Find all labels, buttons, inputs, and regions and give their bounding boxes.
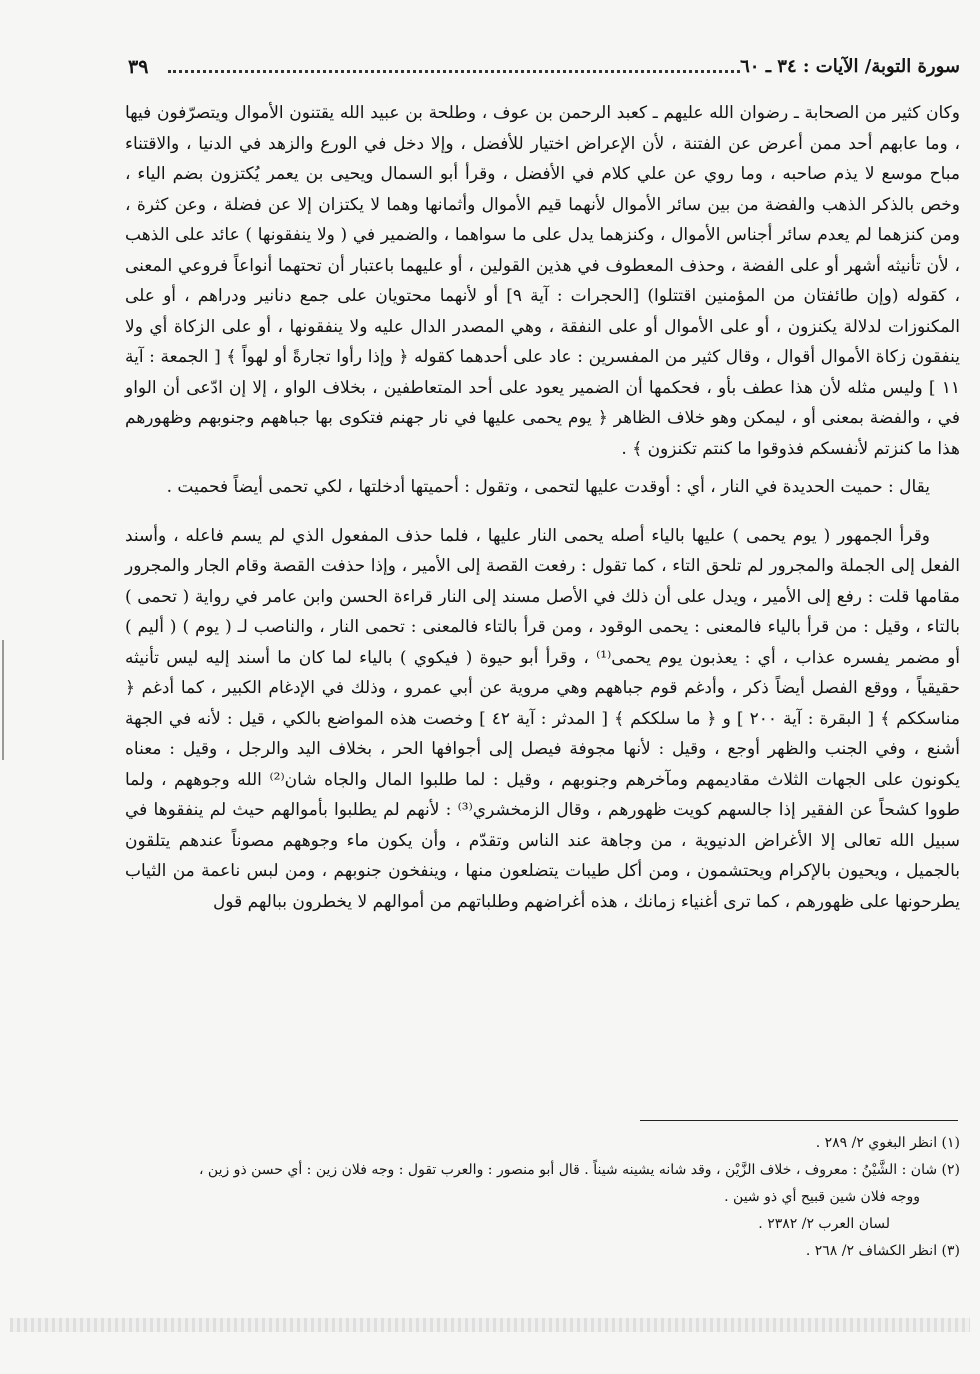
footnote-2-continued: ووجه فلان شين قبيح أي ذو شين . bbox=[724, 1189, 920, 1205]
main-text bbox=[125, 98, 960, 917]
footnote-2: (٢) شان : الشَّيْنُ : معروف ، خلاف الزَّيْن ، وقد شانه يشينه شيناً . قال أبو منصور : والعرب تقول : وجه فلان زين : أي حسن ذو زين ، bbox=[198, 1162, 960, 1178]
paragraph-3: وقرأ الجمهور ( يوم يحمى ) عليها بالياء أصله يحمى النار عليها ، فلما حذف المفعول الذي لم يسم فاعله ، وأسند الفعل إلى الجملة والمجرور لم تلحق التاء ، كما تقول : رفعت القصة إلى الأمير ، وإذا حذفت القصة وقام الجار والمجرور مقامها قلت : رفع إلى الأمير ، ويدل على أن ذلك في الأصل مسند إلى النار قراءة الحسن وابن عامر في رواية ( تحمى ) بالتاء ، وقيل : من قرأ بالياء فالمعنى : يحمى الوقود ، ومن قرأ بالتاء فالمعنى : تحمى النار ، والناصب لـ ( يوم ) ( أليم ) أو مضمر يفسره عذاب ، أي : يعذبون يوم يحمى⁽¹⁾ ، وقرأ أبو حيوة ( فيكوي ) بالياء لما كان ما أسند إليه ليس تأنيثه حقيقياً ، ووقع الفصل أيضاً ذكر ، وأدغم قوم جباههم وهي مروية عن أبي عمرو ، وذلك في الإدغام الكبير ، كما أدغم ﴿ مناسككم ﴾ [ البقرة : آية ٢٠٠ ] و ﴿ ما سلككم ﴾ [ المدثر : آية ٤٢ ] وخصت هذه المواضع بالكي ، قيل : لأنه في الجهة أشنع ، وفي الجنب والظهر أوجع ، وقيل : لأنها مجوفة فيصل إلى أجوافها الحر ، بخلاف اليد والرجل ، وقيل : معناه يكونون على الجهات الثلاث مقاديمهم ومآخرهم وجنوبهم ، وقيل : لما طلبوا المال والجاه شان⁽²⁾ الله وجوههم ، ولما طووا كشحاً عن الفقير إذا جالسهم كويت ظهورهم ، وقال الزمخشري⁽³⁾ : لأنهم لم يطلبوا بأموالهم حيث لم ينفقوها في سبيل الله تعالى إلا الأغراض الدنيوية ، من وجاهة عند الناس وتقدّم ، وأن يكون ماء وجوههم مصوناً عندهم يتلقون بالجميل ، ويحيون بالإكرام ويحتشمون ، ومن أكل طيبات يتضلعون منها ، وينفخون جنوبهم ، ومن لبس ناعمة من الثياب يطرحونها على ظهورهم ، كما ترى أغنياء زمانك ، هذه أغراضهم وطلباتهم من أموالهم لا يخطرون ببالهم قول bbox=[125, 525, 961, 912]
surah-title: سورة التوبة/ الآيات : ٣٤ ـ ٦٠ bbox=[740, 56, 960, 77]
header-dotted-leader bbox=[168, 70, 740, 73]
scan-gutter-mark bbox=[2, 640, 4, 760]
footnote-1: (١) انظر البغوي ٢/ ٢٨٩ . bbox=[815, 1135, 960, 1151]
paragraph-2: يقال : حميت الحديدة في النار ، أي : أوقدت عليها لتحمى ، وتقول : أحميتها أدخلتها ، لكي تحمى أيضاً فحميت . bbox=[166, 477, 930, 497]
page-number: ٣٩ bbox=[128, 56, 149, 78]
page-header bbox=[128, 50, 960, 90]
paragraph-1: وكان كثير من الصحابة ـ رضوان الله عليهم ـ كعبد الرحمن بن عوف ، وطلحة بن عبيد الله يقتنون الأموال ويتصرّفون فيها ، وما عابهم أحد ممن أعرض عن الفتنة ، لأن الإعراض اختيار للأفضل ، وإلا دخل في الورع والزهد في الدنيا ، والاقتناء مباح موسع لا يذم صاحبه ، وما روي عن علي كلام في الأفضل ، وقرأ أبو السمال ويحيى بن يعمر يُكتزون بضم الياء ، وخص بالذكر الذهب والفضة من بين سائر الأموال لأنهما قيم الأموال وأثمانها وهما لا يكتزان إلا عن فضلة ، وعن كثرة ، ومن كنزهما لم يعدم سائر أجناس الأموال ، وكنزهما يدل على ما سواهما ، والضمير في ( ولا ينفقونها ) عائد على الذهب ، لأن تأنيثه أشهر أو على الفضة ، وحذف المعطوف في هذين القولين ، أو عليهما باعتبار أن تحتهما أنواعاً فروعي المعنى ، كقوله (وإن طائفتان من المؤمنين اقتتلوا) [الحجرات : آية ٩] أو لأنهما محتويان على جمع دنانير ودراهم ، أو على المكنوزات لدلالة يكنزون ، أو على الأموال أو على النفقة ، وهي المصدر الدال عليه ولا ينفقونها ، أو على الزكاة أي ولا ينفقون زكاة الأموال أقوال ، وقال كثير من المفسرين : عاد على أحدهما كقوله ﴿ وإذا رأوا تجارةً أو لهواً ﴾ [ الجمعة : آية ١١ ] وليس مثله لأن هذا عطف بأو ، فحكمها أن الضمير يعود على أحد المتعاطفين ، بخلاف الواو ، إلا إن ادّعى أن الواو في ، والفضة بمعنى أو ، ليمكن وهو خلاف الظاهر ﴿ يوم يحمى عليها في نار جهنم فتكوى بها جباههم وجنوبهم وظهورهم هذا ما كنزتم لأنفسكم فذوقوا ما كنتم تكنزون ﴾ . bbox=[125, 103, 961, 459]
footnote-separator bbox=[640, 1120, 958, 1121]
footnote-3: (٣) انظر الكشاف ٢/ ٢٦٨ . bbox=[805, 1243, 960, 1259]
footnotes bbox=[125, 1130, 960, 1265]
scan-bottom-edge bbox=[10, 1318, 970, 1332]
footnote-2-source: لسان العرب ٢/ ٢٣٨٢ . bbox=[758, 1216, 890, 1232]
